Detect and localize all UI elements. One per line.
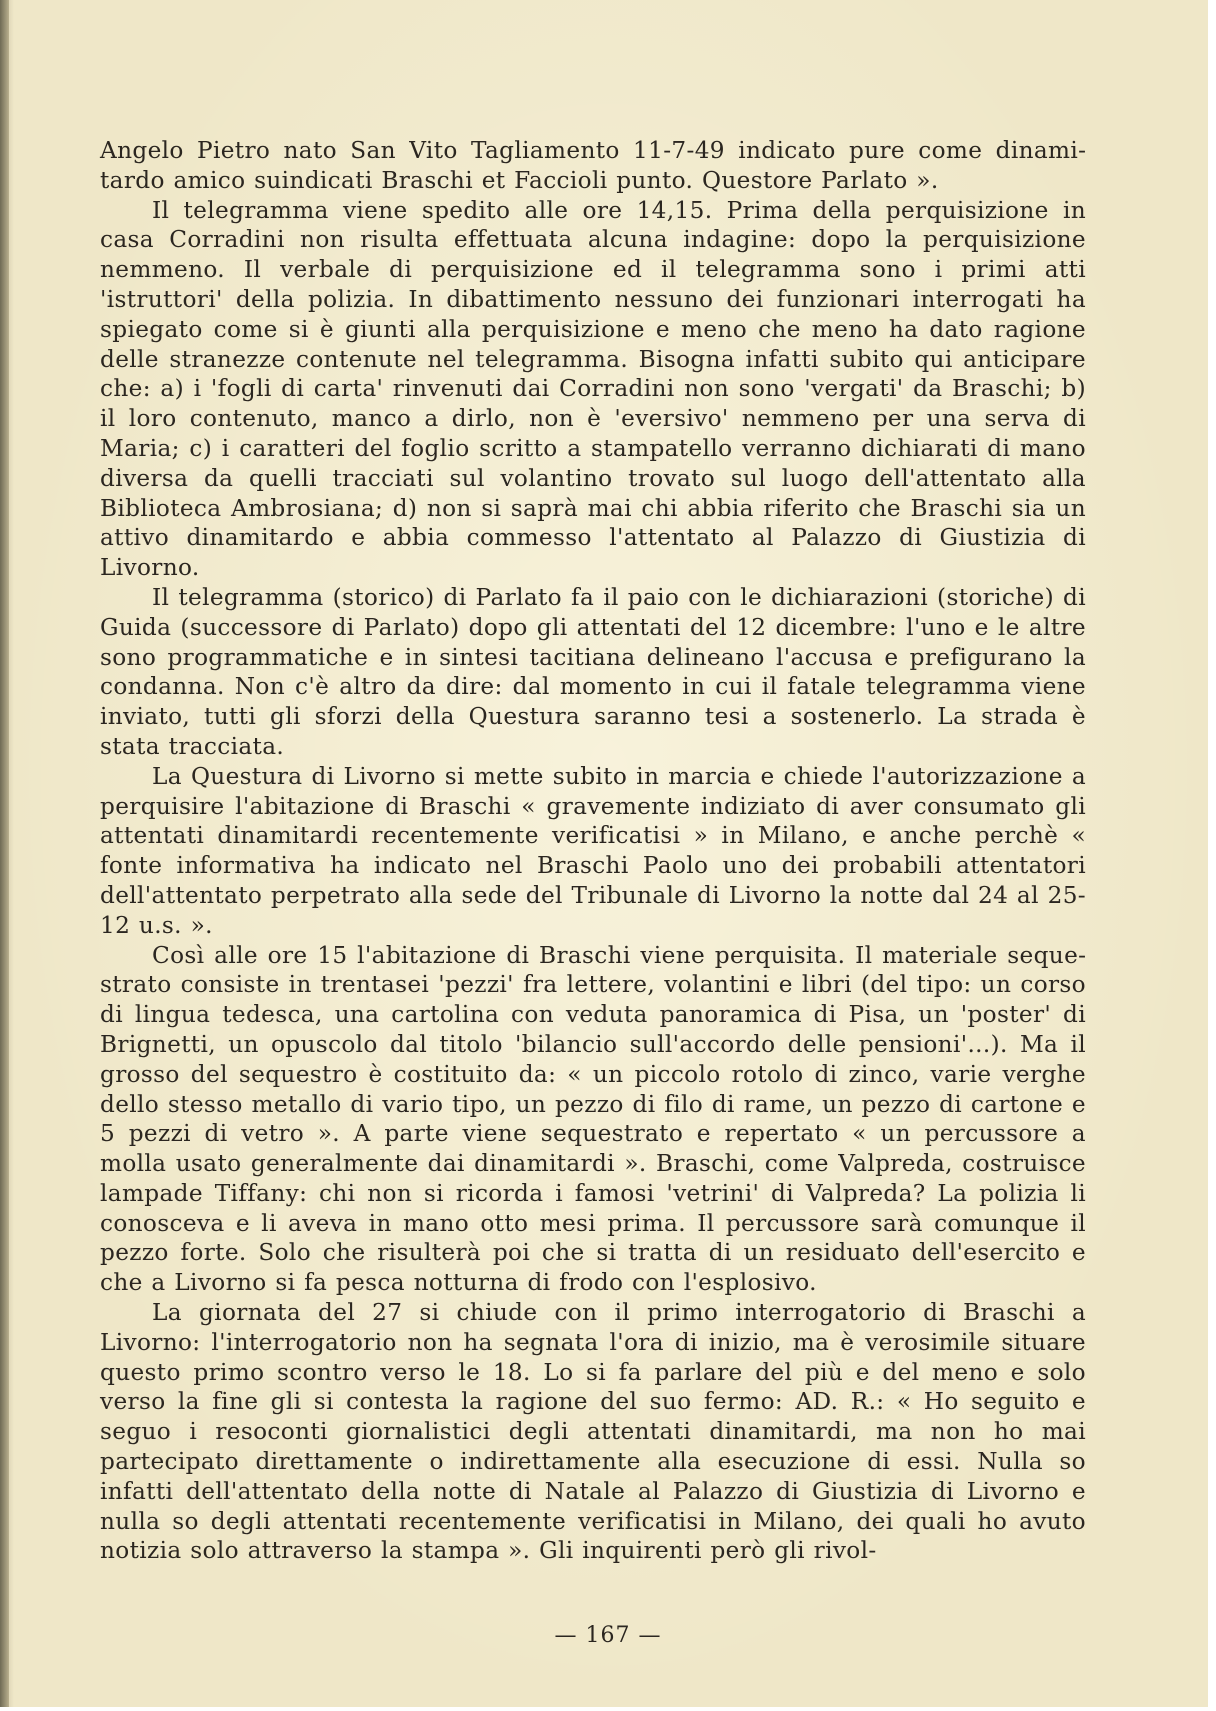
paragraph-1: Angelo Pietro nato San Vito Tagliamento 11-7-49 indicato pure come dinamitardo amico suindicati Braschi et Faccioli punto. Questore Parlato ».: [100, 137, 1086, 194]
paragraph-6: La giornata del 27 si chiude con il primo interrogatorio di Braschi a Livorno: l'interrogatorio non ha segnata l'ora di inizio, ma è verosimile situare questo primo scontro verso le 18. Lo si fa parlare del più e del meno e solo verso la fine gli si contesta la ragione del suo fermo: AD. R.: « Ho seguito e seguo i resoconti giornalistici degli attentati dinamitardi, ma non ho mai partecipato direttamente o indirettamente alla esecuzione di essi. Nulla so infatti dell'attentato della notte di Natale al Palazzo di Giustizia di Livorno e nulla so degli attentati recentemente verificatisi in Milano, dei quali ho avuto notizia solo attraverso la stampa ». Gli inquirenti però gli rivol-: [100, 1299, 1086, 1565]
paragraph-2: Il telegramma viene spedito alle ore 14,15. Prima della perquisizione in casa Corradini non risulta effettuata alcuna indagine: dopo la perquisizione nemmeno. Il verbale di perquisizione ed il telegramma sono i primi atti 'istruttori' della polizia. In dibattimento nessuno dei funzionari interrogati ha spiegato come si è giunti alla perquisizione e meno che meno ha dato ragione delle stranezze contenute nel telegramma. Bisogna infatti subito qui anticipare che: a) i 'fogli di carta' rinvenuti dai Corradini non sono 'vergati' da Braschi; b) il loro contenuto, manco a dirlo, non è 'eversivo' nemmeno per una serva di Maria; c) i caratteri del foglio scritto a stampatello verranno dichiarati di mano diversa da quelli tracciati sul volantino trovato sul luogo dell'attentato alla Biblioteca Ambrosiana; d) non si saprà mai chi abbia riferito che Braschi sia un attivo dinamitardo e abbia commesso l'attentato al Palazzo di Giustizia di Livorno.: [100, 196, 1086, 582]
paragraph-3: Il telegramma (storico) di Parlato fa il paio con le dichiarazioni (storiche) di Guida (successore di Parlato) dopo gli attentati del 12 dicembre: l'uno e le altre sono programmatiche e in sintesi tacitiana delineano l'accusa e prefigurano la condanna. Non c'è altro da dire: dal momento in cui il fatale telegramma viene inviato, tutti gli sforzi della Questura saranno tesi a sostenerlo. La strada è stata tracciata.: [100, 583, 1086, 760]
scan-bottom-margin: [0, 1707, 1216, 1711]
scan-right-margin: [1208, 0, 1216, 1711]
spine-shadow: [0, 0, 9, 1711]
body-text: [100, 136, 1086, 1566]
page-number: — 167 —: [554, 1623, 662, 1648]
paragraph-4: La Questura di Livorno si mette subito in marcia e chiede l'autorizzazione a perquisire l'abitazione di Braschi « gravemente indiziato di aver consumato gli attentati dinamitardi recentemente verificatisi » in Milano, e anche perchè « fonte informativa ha indicato nel Braschi Paolo uno dei probabili attentatori dell'attentato perpetrato alla sede del Tribunale di Livorno la notte dal 24 al 25-12 u.s. ».: [100, 762, 1086, 939]
paragraph-5: Così alle ore 15 l'abitazione di Braschi viene perquisita. Il materiale sequestrato consiste in trentasei 'pezzi' fra lettere, volantini e libri (del tipo: un corso di lingua tedesca, una cartolina con veduta panoramica di Pisa, un 'poster' di Brignetti, un opuscolo dal titolo 'bilancio sull'accordo delle pensioni'...). Ma il grosso del sequestro è costituito da: « un piccolo rotolo di zinco, varie verghe dello stesso metallo di vario tipo, un pezzo di filo di rame, un pezzo di cartone e 5 pezzi di vetro ». A parte viene sequestrato e repertato « un percussore a molla usato generalmente dai dinamitardi ». Braschi, come Valpreda, costruisce lampade Tiffany: chi non si ricorda i famosi 'vetrini' di Valpreda? La polizia li conosceva e li aveva in mano otto mesi prima. Il percussore sarà comunque il pezzo forte. Solo che risulterà poi che si tratta di un residuato dell'esercito e che a Livorno si fa pesca notturna di frodo con l'esplosivo.: [100, 941, 1086, 1297]
